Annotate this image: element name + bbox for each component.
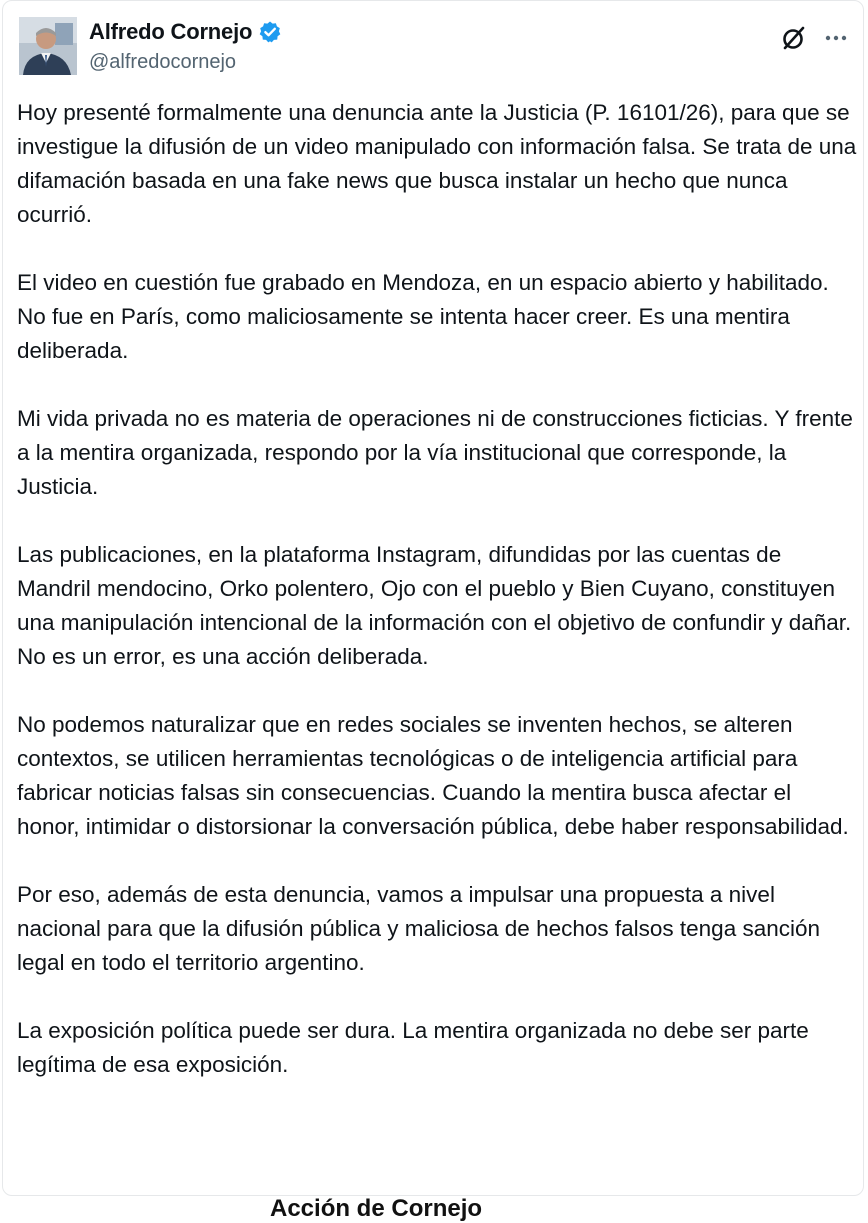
post-paragraph: Las publicaciones, en la plataforma Instagram, difundidas por las cuentas de Mandril mendocino, Orko polentero, Ojo con el pueblo y Bien Cuyano, constituyen una manipulación intencional de la información con el objetivo de confundir y dañar. No es un error, es una acción deliberada. <box>17 542 852 669</box>
verified-badge-icon[interactable] <box>258 20 282 44</box>
post-paragraph: Mi vida privada no es materia de operaciones ni de construcciones ficticias. Y frente a la mentira organizada, respondo por la vía institucional que corresponde, la Justicia. <box>17 406 853 499</box>
avatar-photo-icon <box>19 17 77 75</box>
author-name-row <box>89 17 282 47</box>
article-subheading-text: Acción de Cornejo <box>270 1195 483 1222</box>
post-paragraph: El video en cuestión fue grabado en Mendoza, en un espacio abierto y habilitado. No fue en París, como maliciosamente se intenta hacer creer. Es una mentira deliberada. <box>17 270 829 363</box>
author-identity <box>89 17 282 74</box>
post-header <box>15 13 851 77</box>
post-paragraph: No podemos naturalizar que en redes sociales se inventen hechos, se alteren contextos, se utilicen herramientas tecnológicas o de inteligencia artificial para fabricar noticias falsas sin consecuencias. Cuando la mentira busca afectar el honor, intimidar o distorsionar la conversación pública, debe haber responsabilidad. <box>17 712 849 839</box>
more-icon[interactable] <box>821 23 851 53</box>
avatar[interactable] <box>19 17 77 75</box>
article-subheading-partial <box>270 1195 590 1222</box>
post-paragraph: Por eso, además de esta denuncia, vamos a impulsar una propuesta a nivel nacional para que la difusión pública y maliciosa de hechos falsos tenga sanción legal en todo el territorio argentino. <box>17 882 821 975</box>
post-card <box>2 0 864 1196</box>
author-name[interactable]: Alfredo Cornejo <box>89 19 253 44</box>
post-paragraph: La exposición política puede ser dura. La mentira organizada no debe ser parte legítima de esa exposición. <box>17 1018 809 1077</box>
post-actions <box>779 23 851 53</box>
post-text <box>17 96 859 1082</box>
grok-icon[interactable] <box>779 23 809 53</box>
author-handle[interactable]: @alfredocornejo <box>89 51 237 73</box>
post-paragraph: Hoy presenté formalmente una denuncia ante la Justicia (P. 16101/26), para que se investigue la difusión de un video manipulado con información falsa. Se trata de una difamación basada en una fake news que busca instalar un hecho que nunca ocurrió. <box>17 100 857 227</box>
